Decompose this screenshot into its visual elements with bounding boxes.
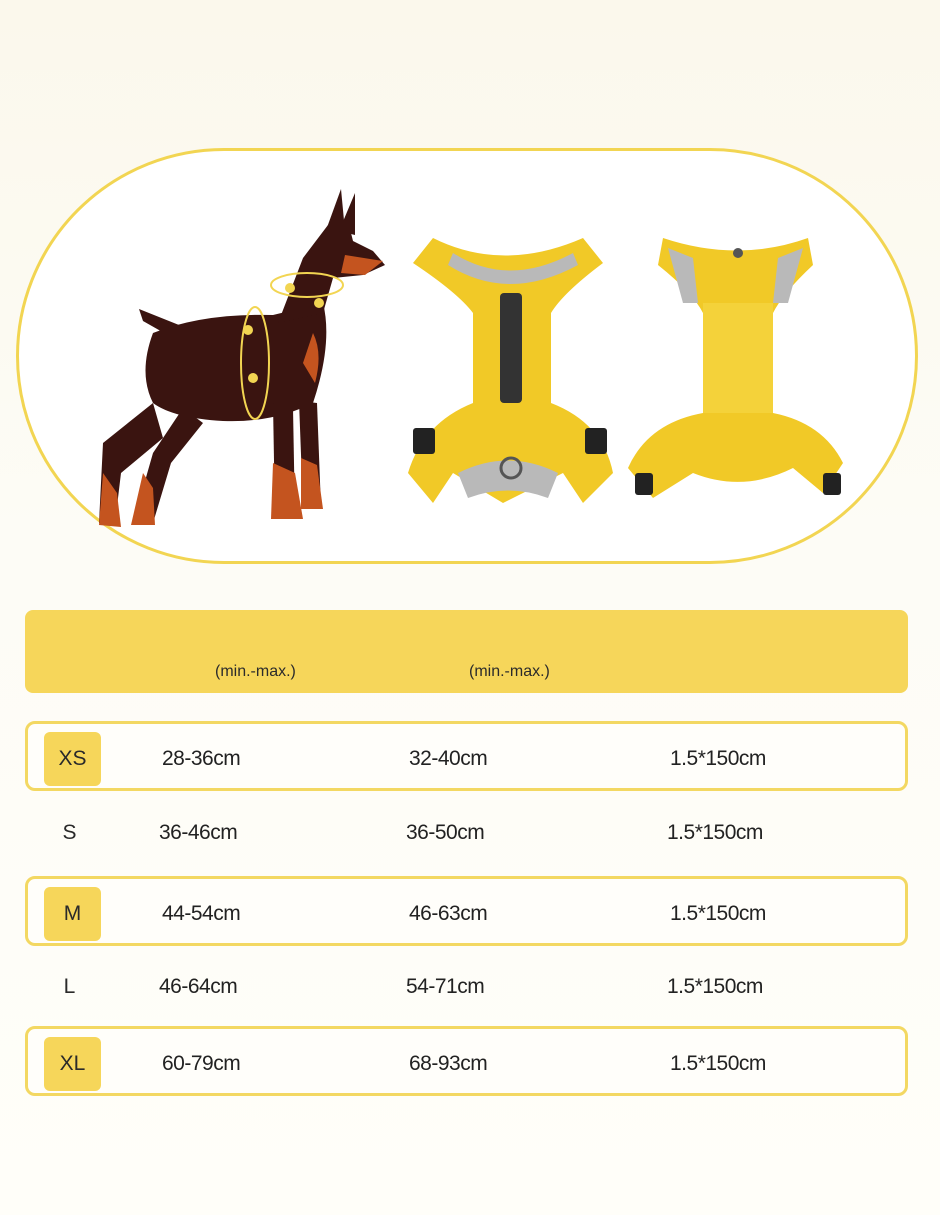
leash-value: 1.5*150cm xyxy=(670,1052,766,1075)
chest-range-label: (min.-max.) xyxy=(469,663,550,680)
size-label: S xyxy=(62,821,77,844)
size-label: XL xyxy=(59,1052,86,1075)
neck-range-label: (min.-max.) xyxy=(215,663,296,680)
size-label: XS xyxy=(58,747,87,770)
chest-value: 54-71cm xyxy=(406,975,485,998)
chest-value: 46-63cm xyxy=(409,902,488,925)
chest-value: 68-93cm xyxy=(409,1052,488,1075)
leash-value: 1.5*150cm xyxy=(670,747,766,770)
chest-value: 36-50cm xyxy=(406,821,485,844)
product-illustration-panel xyxy=(16,148,918,564)
neck-value: 36-46cm xyxy=(159,821,238,844)
size-table-header xyxy=(25,610,908,693)
leash-value: 1.5*150cm xyxy=(667,821,763,844)
leash-value: 1.5*150cm xyxy=(667,975,763,998)
size-row-l xyxy=(25,952,908,1022)
illustration-svg xyxy=(19,151,921,567)
size-label: L xyxy=(63,975,76,998)
leash-value: 1.5*150cm xyxy=(670,902,766,925)
size-row-m xyxy=(25,876,908,946)
neck-value: 60-79cm xyxy=(162,1052,241,1075)
size-label: M xyxy=(63,902,82,925)
neck-value: 46-64cm xyxy=(159,975,238,998)
size-row-xl xyxy=(25,1026,908,1096)
neck-value: 44-54cm xyxy=(162,902,241,925)
harness-back-icon xyxy=(628,238,843,498)
harness-front-icon xyxy=(408,238,613,503)
size-row-s xyxy=(25,798,908,868)
doberman-dog-illustration xyxy=(99,189,385,527)
neck-value: 28-36cm xyxy=(162,747,241,770)
size-row-xs xyxy=(25,721,908,791)
chest-value: 32-40cm xyxy=(409,747,488,770)
